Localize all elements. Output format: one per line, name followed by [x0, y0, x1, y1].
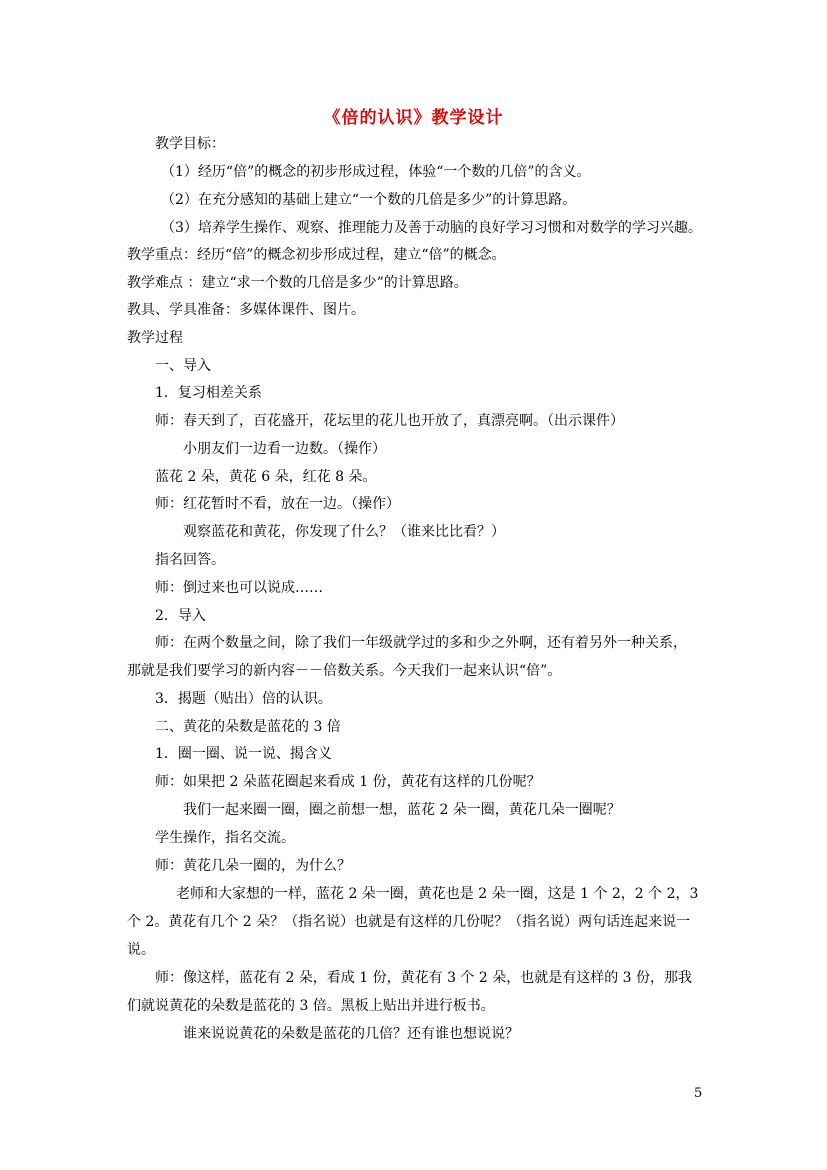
- text-line: 1．圈一圈、说一说、揭含义: [155, 746, 332, 762]
- text-line: 师：黄花几朵一圈的，为什么？: [155, 858, 351, 874]
- text-line: 师：倒过来也可以说成……: [155, 580, 323, 596]
- text-line: 1．复习相差关系: [155, 385, 262, 401]
- text-line: 学生操作，指名交流。: [155, 830, 295, 846]
- text-line: 师：像这样，蓝花有 2 朵，看成 1 份，黄花有 3 个 2 朵，也就是有这样的 3 份，那我: [155, 970, 693, 986]
- text-line: 指名回答。: [155, 552, 225, 568]
- text-line: 2．导入: [155, 608, 206, 624]
- text-line: 个 2。黄花有几个 2 朵？（指名说）也就是有这样的几份呢？（指名说）两句话连起来说一: [127, 914, 691, 930]
- text-line: 教学重点：经历“倍”的概念初步形成过程，建立“倍”的概念。: [127, 247, 506, 263]
- text-line: 一、导入: [155, 358, 211, 374]
- text-line: 师：如果把 2 朵蓝花圈起来看成 1 份，黄花有这样的几份呢？: [155, 774, 541, 790]
- text-line: 我们一起来圈一圈，圈之前想一想，蓝花 2 朵一圈，黄花几朵一圈呢？: [183, 802, 621, 818]
- document-title: 《倍的认识》教学设计: [323, 108, 504, 128]
- text-line: 老师和大家想的一样，蓝花 2 朵一圈，黄花也是 2 朵一圈，这是 1 个 2，2 个 2，3: [176, 886, 699, 902]
- text-line: 教学过程: [127, 330, 183, 346]
- text-line: 说。: [127, 942, 155, 958]
- text-line: （3）培养学生操作、观察、推理能力及善于动脑的良好学习习惯和对数学的学习兴趣。: [161, 220, 702, 236]
- text-line: 师：春天到了，百花盛开，花坛里的花儿也开放了，真漂亮啊。（出示课件）: [155, 413, 624, 429]
- text-line: 那就是我们要学习的新内容－－倍数关系。今天我们一起来认识“倍”。: [127, 663, 562, 679]
- page-number: 5: [694, 1086, 703, 1101]
- text-line: 师：红花暂时不看，放在一边。（操作）: [155, 496, 400, 512]
- text-line: 谁来说说黄花的朵数是蓝花的几倍？还有谁也想说说？: [183, 1026, 519, 1042]
- text-line: 蓝花 2 朵，黄花 6 朵，红花 8 朵。: [155, 469, 377, 485]
- text-line: 小朋友们一边看一边数。（操作）: [183, 441, 386, 457]
- text-line: 观察蓝花和黄花，你发现了什么？（谁来比比看？）: [183, 524, 505, 540]
- text-line: 们就说黄花的朵数是蓝花的 3 倍。黑板上贴出并进行板书。: [127, 998, 495, 1014]
- text-line: 教具、学具准备：多媒体课件、图片。: [127, 302, 365, 318]
- text-line: 师：在两个数量之间，除了我们一年级就学过的多和少之外啊，还有着另外一种关系，: [155, 635, 687, 651]
- text-line: 二、黄花的朵数是蓝花的 3 倍: [155, 719, 341, 735]
- text-line: 教学目标：: [155, 136, 225, 152]
- text-line: （1）经历“倍”的概念的初步形成过程，体验“一个数的几倍”的含义。: [161, 164, 591, 180]
- text-line: （2）在充分感知的基础上建立“一个数的几倍是多少”的计算思路。: [161, 192, 577, 208]
- text-line: 3．揭题（贴出）倍的认识。: [155, 691, 332, 707]
- text-line: 教学难点 ：建立“求一个数的几倍是多少”的计算思路。: [127, 275, 468, 291]
